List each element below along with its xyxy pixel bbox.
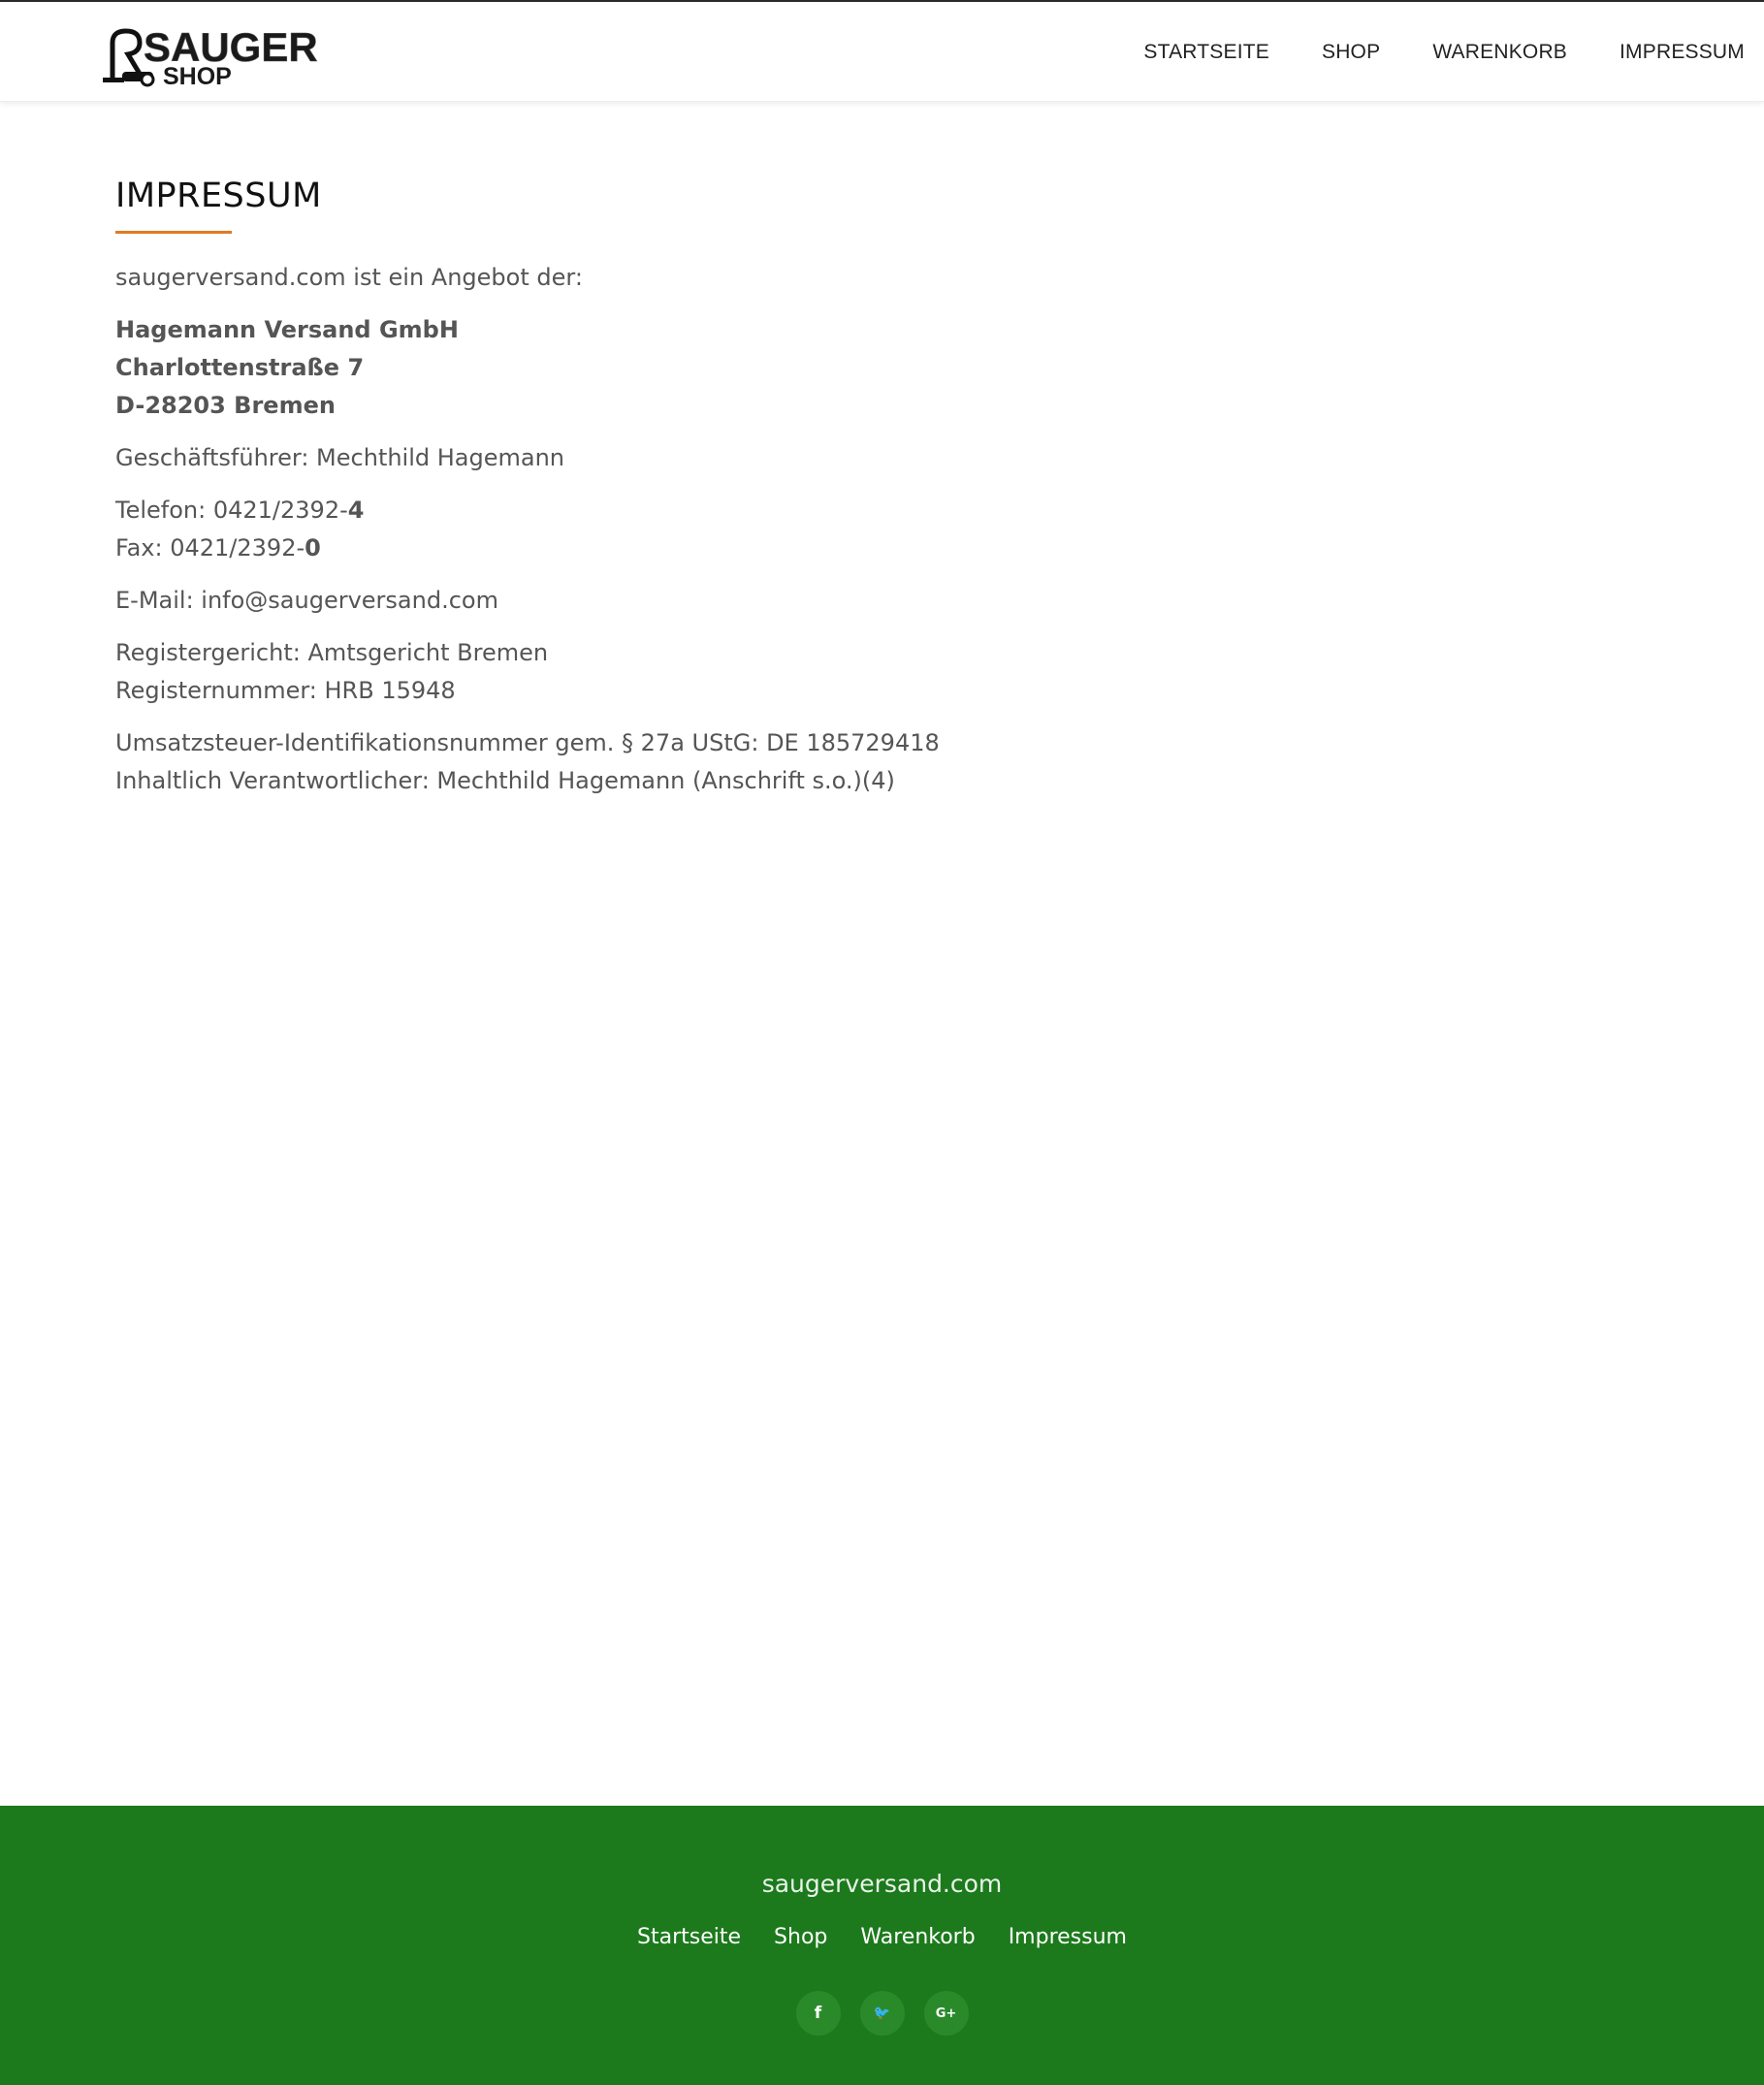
fax-suffix: 0 [305,534,321,561]
phone-suffix: 4 [347,497,365,524]
fax-prefix: Fax: 0421/2392- [115,534,305,561]
responsible-person: Inhaltlich Verantwortlicher: Mechthild Hagemann (Anschrift s.o.)(4) [115,767,895,794]
email-text: E-Mail: info@saugerversand.com [115,587,498,614]
main-navigation [1091,2,1745,102]
logo-text-sauger: SAUGER [144,24,318,70]
company-address [115,311,1473,425]
site-header [0,2,1764,102]
facebook-icon[interactable]: f [796,1991,841,2036]
vat-id: Umsatzsteuer-Identifikationsnummer gem. § 27a UStG: DE 185729418 [115,729,940,756]
manager-text: Geschäftsführer: Mechthild Hagemann [115,444,565,471]
main-content [115,175,1473,815]
nav-impressum[interactable]: IMPRESSUM [1620,41,1745,63]
impressum-body [115,259,1473,800]
footer-link-warenkorb[interactable]: Warenkorb [860,1925,976,1949]
company-name: Hagemann Versand GmbH [115,316,459,343]
footer-brand: saugerversand.com [761,1870,1003,1898]
title-underline [115,231,232,234]
register-info [115,634,1473,710]
vacuum-cleaner-logo-icon [99,23,318,87]
twitter-icon[interactable]: 🐦 [860,1991,905,2036]
footer-link-impressum[interactable]: Impressum [1008,1925,1127,1949]
site-footer [0,1806,1764,2085]
company-street: Charlottenstraße 7 [115,354,365,381]
nav-warenkorb[interactable]: WARENKORB [1432,41,1568,63]
register-number: Registernummer: HRB 15948 [115,677,456,704]
logo-text-shop: SHOP [163,63,232,87]
nav-shop[interactable]: SHOP [1321,41,1381,63]
social-links [0,1991,1764,2036]
google-plus-icon[interactable]: G+ [924,1991,969,2036]
phone-prefix: Telefon: 0421/2392- [115,497,348,524]
company-city: D-28203 Bremen [115,392,336,419]
site-logo[interactable] [99,23,318,87]
tax-and-responsible [115,724,1473,800]
footer-link-shop[interactable]: Shop [774,1925,828,1949]
intro-text: saugerversand.com ist ein Angebot der: [115,264,583,291]
nav-startseite[interactable]: STARTSEITE [1143,41,1269,63]
register-court: Registergericht: Amtsgericht Bremen [115,639,549,666]
page-title: IMPRESSUM [115,176,322,215]
footer-link-startseite[interactable]: Startseite [637,1925,742,1949]
contact-phone-fax [115,492,1473,567]
footer-navigation [0,1923,1764,1952]
